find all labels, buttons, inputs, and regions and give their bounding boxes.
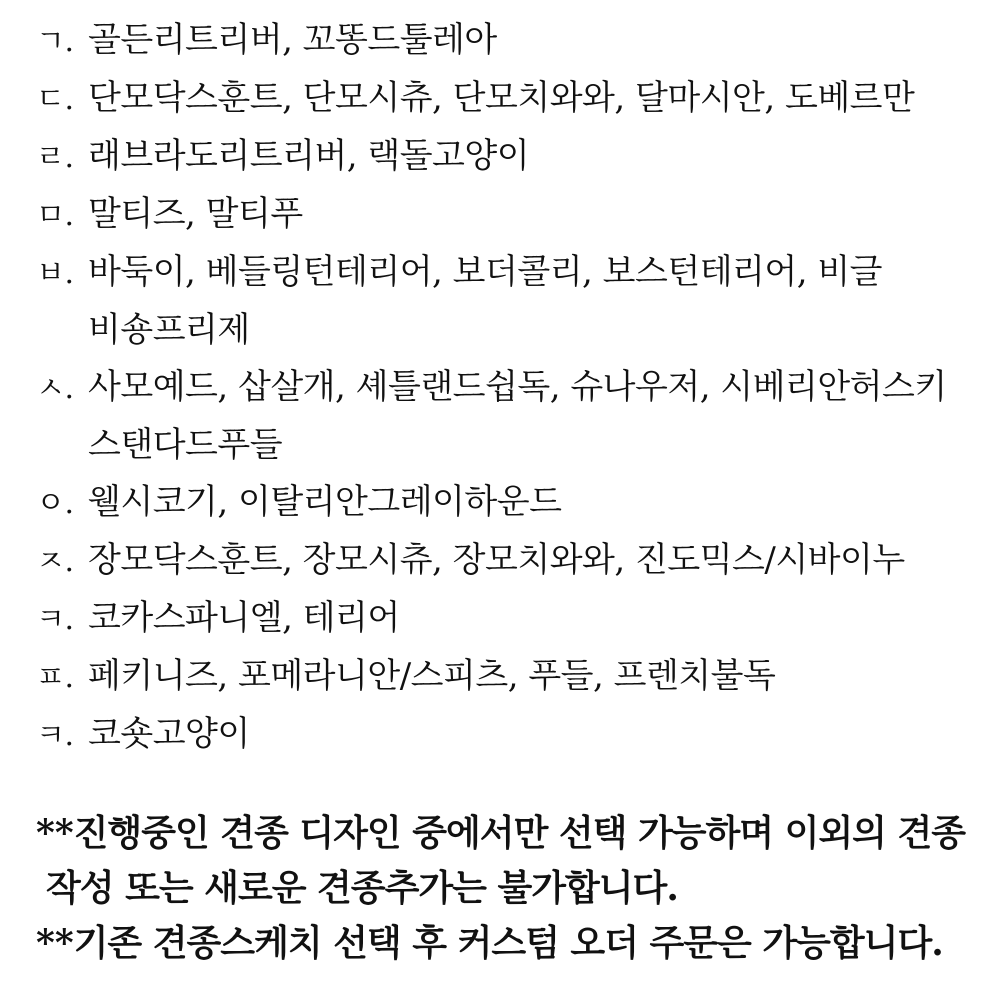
item-breeds-text: 래브라도리트리버, 랙돌고양이 [88,136,530,176]
item-breeds-text: 웰시코기, 이탈리안그레이하운드 [88,482,562,522]
note-text: 작성 또는 새로운 견종추가는 불가합니다. [46,867,678,909]
list-item [36,128,992,186]
item-consonant-label: ㅋ. [36,718,74,753]
note-restriction-line2 [36,861,992,916]
item-consonant-label: ㅁ. [36,198,74,233]
item-breeds-text: 비숑프리제 [88,310,250,350]
note-asterisk-marker: ** [36,812,74,854]
item-consonant-label: ㅈ. [36,544,74,579]
list-item-continuation [36,417,992,474]
breed-list [36,12,992,764]
list-item [36,186,992,244]
list-item [36,648,992,706]
item-breeds-text: 페키니즈, 포메라니안/스피츠, 푸들, 프렌치불독 [88,656,776,696]
list-item [36,244,992,302]
item-breeds-text: 스탠다드푸들 [88,425,283,465]
item-consonant-label: ㅋ. [36,602,74,637]
notes-section [36,806,992,971]
item-breeds-text: 말티즈, 말티푸 [88,194,303,234]
note-text: 진행중인 견종 디자인 중에서만 선택 가능하며 이외의 견종 [73,812,966,854]
item-consonant-label: ㅂ. [36,256,74,291]
list-item [36,706,992,764]
list-item-continuation [36,302,992,359]
list-item [36,12,992,70]
item-consonant-label: ㄱ. [36,24,74,59]
list-item [36,590,992,648]
list-item [36,474,992,532]
item-consonant-label: ㅇ. [36,486,74,521]
item-consonant-label: ㅍ. [36,660,74,695]
note-restriction-line1 [36,806,992,861]
item-breeds-text: 단모닥스훈트, 단모시츄, 단모치와와, 달마시안, 도베르만 [88,78,915,118]
item-breeds-text: 바둑이, 베들링턴테리어, 보더콜리, 보스턴테리어, 비글 [88,252,883,292]
item-consonant-label: ㄹ. [36,140,74,175]
note-asterisk-marker: ** [36,922,74,964]
item-breeds-text: 장모닥스훈트, 장모시츄, 장모치와와, 진도믹스/시바이누 [88,540,905,580]
item-breeds-text: 코카스파니엘, 테리어 [88,598,400,638]
item-breeds-text: 코숏고양이 [88,714,250,754]
item-consonant-label: ㄷ. [36,82,74,117]
note-text: 기존 견종스케치 선택 후 커스텀 오더 주문은 가능합니다. [73,922,943,964]
item-breeds-text: 사모예드, 삽살개, 셰틀랜드쉽독, 슈나우저, 시베리안허스키 [88,367,947,407]
item-consonant-label: ㅅ. [36,371,74,406]
item-breeds-text: 골든리트리버, 꼬똥드툴레아 [88,20,497,60]
list-item [36,532,992,590]
list-item [36,70,992,128]
list-item [36,359,992,417]
note-custom-order-line [36,916,992,971]
